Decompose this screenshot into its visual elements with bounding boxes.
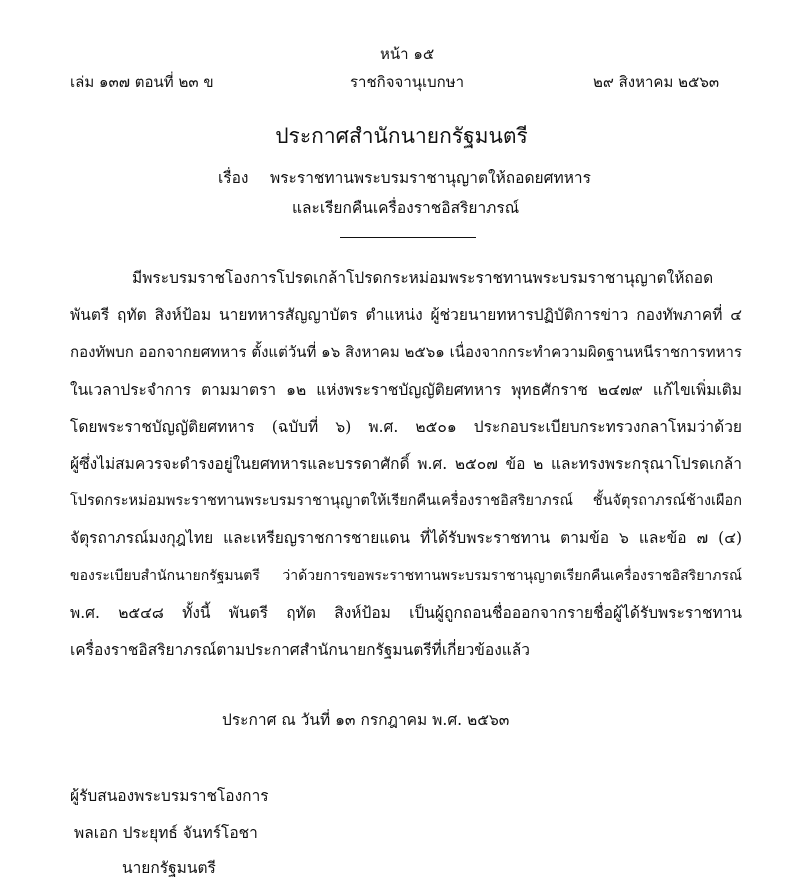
subject-line-2: และเรียกคืนเครื่องราชอิสริยาภรณ์: [292, 199, 520, 217]
body-line-7: โปรดกระหม่อมพระราชทานพระบรมราชานุญาตให้เรียกคืนเครื่องราชอิสริยาภรณ์ ชั้นจัตุรถาภรณ์ช้างเผือก: [70, 493, 742, 510]
body-line-3: กองทัพบก ออกจากยศทหาร ตั้งแต่วันที่ ๑๖ สิงหาคม ๒๕๖๑ เนื่องจากกระทำความผิดฐานหนีราชการทหาร: [70, 343, 742, 362]
body-line-9: ของระเบียบสำนักนายกรัฐมนตรี ว่าด้วยการขอพระราชทานพระบรมราชานุญาตเรียกคืนเครื่องราชอิสริยาภรณ์: [70, 567, 742, 584]
body-line-2: พันตรี ฤทัต สิงห์ป้อม นายทหารสัญญาบัตร ตำแหน่ง ผู้ช่วยนายทหารปฏิบัติการข่าว กองทัพภาคที่ ๔: [70, 306, 742, 325]
subject-line-1: พระราชทานพระบรมราชานุญาตให้ถอดยศทหาร: [270, 169, 591, 187]
body-line-1: มีพระบรมราชโองการโปรดเกล้าโปรดกระหม่อมพระราชทานพระบรมราชานุญาตให้ถอด: [132, 269, 714, 287]
body-line-6: ผู้ซึ่งไม่สมควรจะดำรงอยู่ในยศทหารและบรรดาศักดิ์ พ.ศ. ๒๕๐๗ ข้อ ๒ และทรงพระกรุณาโปรดเกล้า: [70, 454, 742, 473]
countersign-label: ผู้รับสนองพระบรมราชโองการ: [70, 787, 269, 805]
announcement-body: [70, 264, 742, 673]
page-number: หน้า ๑๕: [380, 45, 435, 63]
volume-issue: เล่ม ๑๓๗ ตอนที่ ๒๓ ข: [70, 73, 214, 91]
body-line-8: จัตุรถาภรณ์มงกุฎไทย และเหรียญราชการชายแดน ที่ได้รับพระราชทาน ตามข้อ ๖ และข้อ ๗ (๔): [70, 529, 742, 548]
subject-label: เรื่อง: [218, 169, 249, 187]
signatory-name: พลเอก ประยุทธ์ จันทร์โอชา: [74, 824, 258, 842]
body-line-5: โดยพระราชบัญญัติยศทหาร (ฉบับที่ ๖) พ.ศ. ๒๕๐๑ ประกอบระเบียบกระทรวงกลาโหมว่าด้วย: [70, 417, 742, 436]
publish-date: ๒๙ สิงหาคม ๒๕๖๓: [593, 73, 720, 91]
signatory-position: นายกรัฐมนตรี: [122, 859, 216, 877]
gazette-name: ราชกิจจานุเบกษา: [350, 73, 465, 91]
body-line-10: พ.ศ. ๒๕๔๘ ทั้งนี้ พันตรี ฤทัต สิงห์ป้อม เป็นผู้ถูกถอนชื่อออกจากรายชื่อผู้ได้รับพระราชทาน: [70, 603, 742, 622]
body-line-4: ในเวลาประจำการ ตามมาตรา ๑๒ แห่งพระราชบัญญัติยศทหาร พุทธศักราช ๒๔๗๙ แก้ไขเพิ่มเติม: [70, 380, 742, 399]
announcement-title: ประกาศสำนักนายกรัฐมนตรี: [275, 124, 528, 148]
body-line-11: เครื่องราชอิสริยาภรณ์ตามประกาศสำนักนายกรัฐมนตรีที่เกี่ยวข้องแล้ว: [70, 640, 530, 659]
title-divider: [340, 237, 476, 238]
announce-date: ประกาศ ณ วันที่ ๑๓ กรกฎาคม พ.ศ. ๒๕๖๓: [222, 711, 510, 729]
